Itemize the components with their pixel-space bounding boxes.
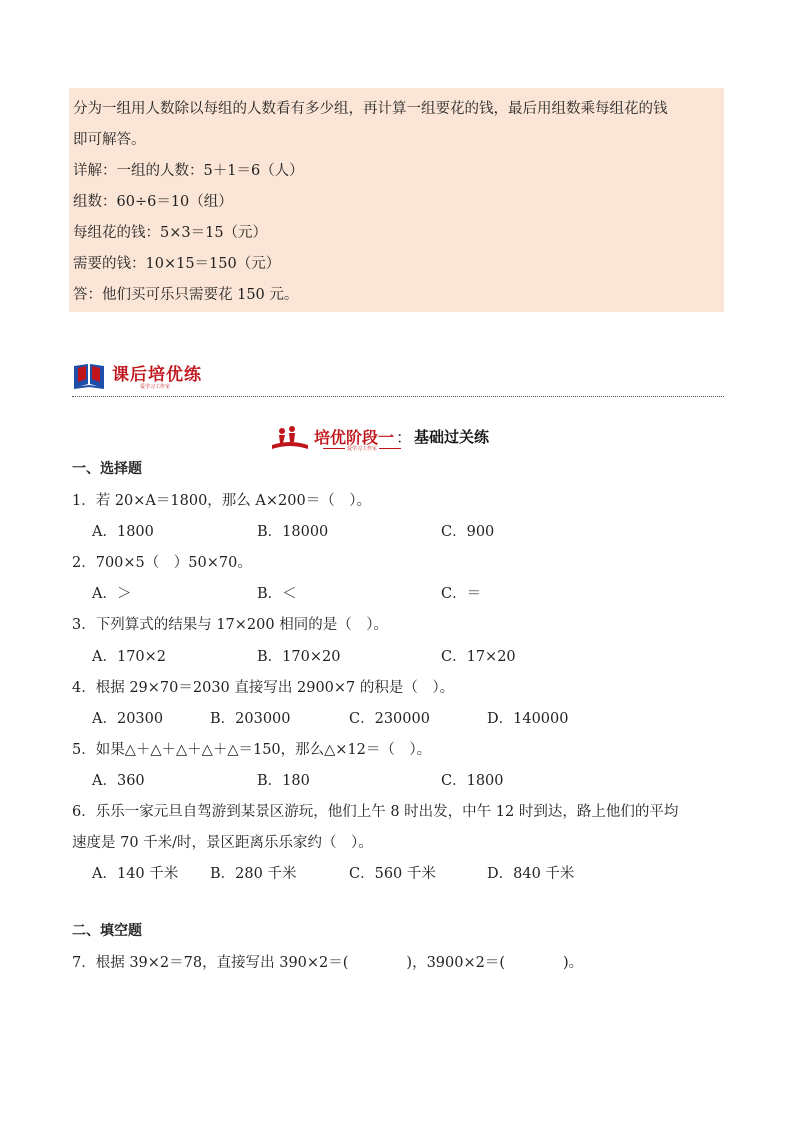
option-4d: D．140000 [487, 711, 569, 727]
answer-line: 组数：60÷6＝10（组） [73, 194, 233, 210]
answer-line: 即可解答。 [73, 132, 146, 148]
option-2a: A．＞ [92, 586, 132, 602]
option-4a: A．20300 [92, 711, 164, 727]
option-5a: A．360 [92, 773, 145, 789]
question-2: 2．700×5（ ）50×70。 [72, 555, 252, 571]
option-6a: A．140 千米 [92, 866, 179, 882]
stage-heading [270, 424, 489, 454]
section-title-fill: 二、填空题 [72, 923, 142, 939]
answer-line: 答：他们买可乐只需要花 150 元。 [73, 287, 299, 303]
reading-figures-icon [270, 425, 310, 453]
answer-explanation [69, 88, 724, 312]
banner-subtitle: 爱学习工作室 [140, 384, 171, 390]
question-3: 3．下列算式的结果与 17×200 相同的是（ ）。 [72, 617, 388, 633]
book-icon [72, 362, 106, 390]
option-5c: C．1800 [441, 773, 504, 789]
answer-line: 详解：一组的人数：5＋1＝6（人） [73, 163, 304, 179]
question-6: 6．乐乐一家元旦自驾游到某景区游玩，他们上午 8 时出发，中午 12 时到达，路上他们的平均 [72, 804, 679, 820]
option-4b: B．203000 [210, 711, 291, 727]
question-7: 7．根据 39×2＝78，直接写出 390×2＝( )，3900×2＝( )。 [72, 955, 584, 971]
option-5b: B．180 [257, 773, 310, 789]
section-banner [72, 360, 202, 392]
answer-line: 分为一组用人数除以每组的人数看有多少组，再计算一组要花的钱，最后用组数乘每组花的钱 [73, 101, 668, 117]
option-2b: B．＜ [257, 586, 297, 602]
dotted-divider [72, 396, 724, 397]
option-6c: C．560 千米 [349, 866, 436, 882]
question-4: 4．根据 29×70＝2030 直接写出 2900×7 的积是（ ）。 [72, 680, 455, 696]
option-6d: D．840 千米 [487, 866, 575, 882]
option-1a: A．1800 [92, 524, 154, 540]
option-1c: C．900 [441, 524, 495, 540]
option-4c: C．230000 [349, 711, 430, 727]
banner-title: 课后培优练 [112, 364, 202, 385]
option-1b: B．18000 [257, 524, 329, 540]
section-title-choice: 一、选择题 [72, 461, 142, 477]
option-3c: C．17×20 [441, 649, 516, 665]
answer-line: 需要的钱：10×15＝150（元） [73, 256, 281, 272]
option-2c: C．＝ [441, 586, 482, 602]
question-1: 1．若 20×A＝1800，那么 A×200＝（ ）。 [72, 493, 371, 509]
stage-name: 基础过关练 [414, 427, 490, 446]
stage-subtitle: 爱学习工作室 [314, 445, 410, 452]
question-5: 5．如果△＋△＋△＋△＋△＝150，那么△×12＝（ ）。 [72, 742, 432, 758]
option-6b: B．280 千米 [210, 866, 297, 882]
stage-title: 培优阶段一 [314, 427, 395, 447]
question-6-cont: 速度是 70 千米/时，景区距离乐乐家约（ ）。 [72, 835, 373, 851]
option-3b: B．170×20 [257, 649, 341, 665]
answer-line: 每组花的钱：5×3＝15（元） [73, 225, 268, 241]
option-3a: A．170×2 [92, 649, 167, 665]
stage-separator: ： [396, 427, 413, 447]
